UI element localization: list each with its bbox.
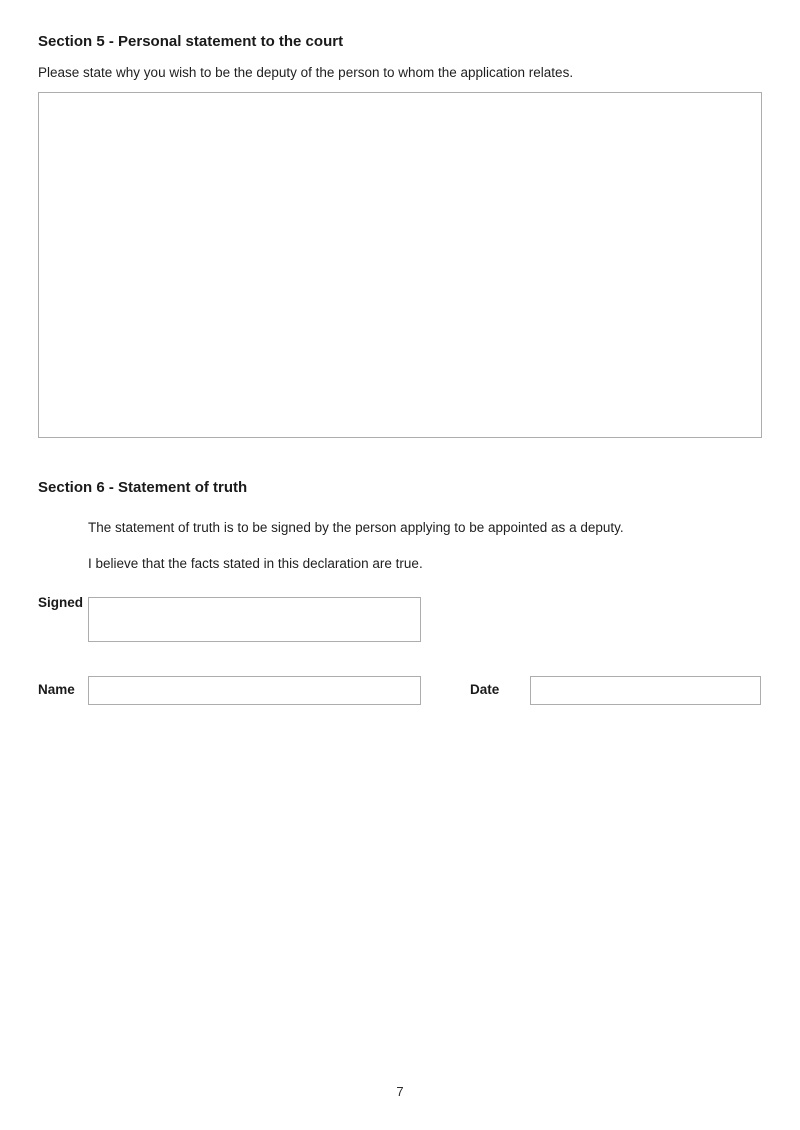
section5-instruction: Please state why you wish to be the deputy of the person to whom the application relates. xyxy=(38,65,574,80)
date-label: Date xyxy=(470,682,500,697)
name-input[interactable] xyxy=(88,676,421,705)
statement-of-truth-line2: I believe that the facts stated in this declaration are true. xyxy=(88,556,423,571)
page-number: 7 xyxy=(396,1084,404,1099)
statement-of-truth-line1: The statement of truth is to be signed by the person applying to be appointed as a deputy. xyxy=(88,520,624,535)
signed-signature-box[interactable] xyxy=(88,597,421,642)
date-input[interactable] xyxy=(530,676,761,705)
signed-label: Signed xyxy=(38,595,84,610)
section6-heading: Section 6 - Statement of truth xyxy=(38,479,248,496)
section5-heading: Section 5 - Personal statement to the court xyxy=(38,33,344,50)
name-label: Name xyxy=(38,682,75,697)
personal-statement-textarea[interactable] xyxy=(38,92,762,438)
